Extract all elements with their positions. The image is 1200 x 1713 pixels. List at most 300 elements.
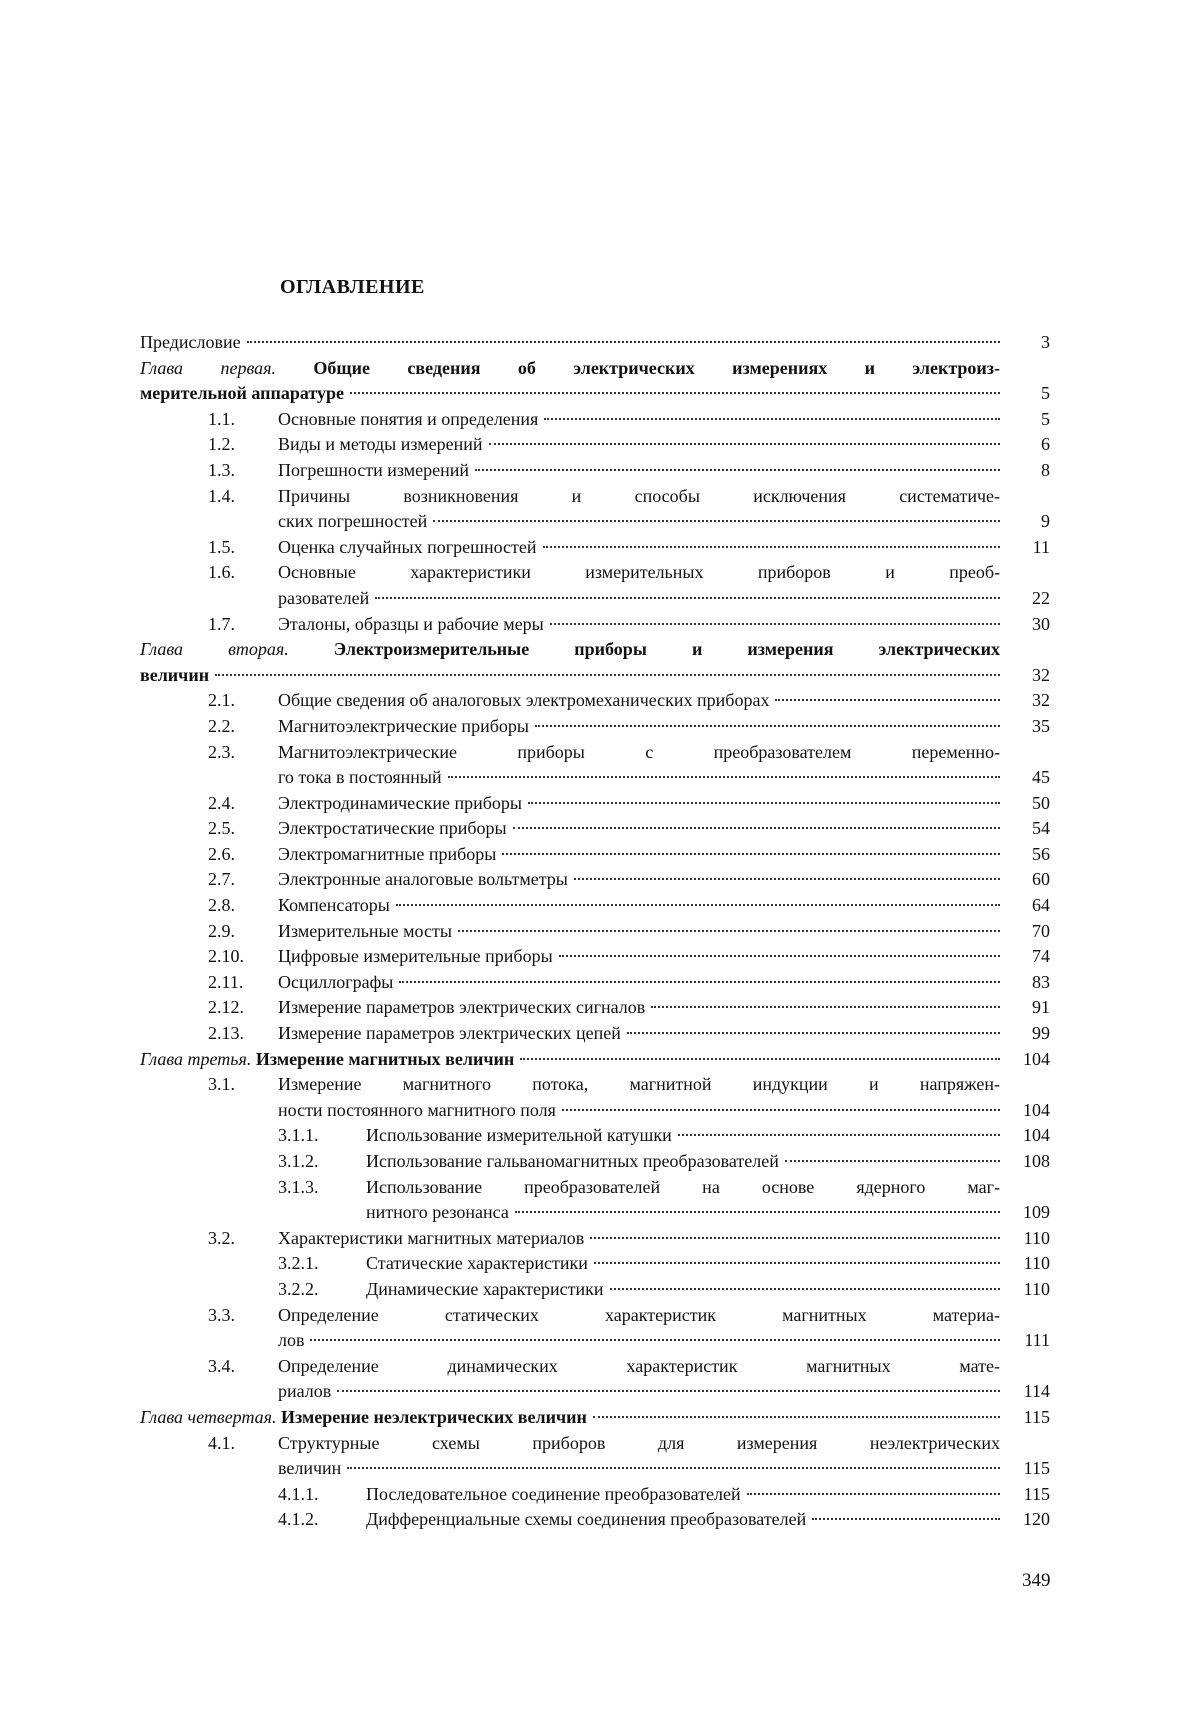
toc-entry-body [278,867,1050,893]
toc-entry-number: 3.1.2. [278,1151,319,1171]
toc-entry[interactable] [140,1123,1050,1149]
toc-entry-body [278,944,1050,970]
toc-entry-row [278,791,1050,817]
toc-entry-title [278,458,469,484]
toc-entry-line [278,484,1000,510]
toc-entry-title [278,1098,556,1124]
toc-entry[interactable] [140,535,1050,561]
toc-entry-text: Измерение магнитного потока, магнитной индукции и напряжен- [278,1074,1000,1095]
toc-entry-number: 3.1.1. [278,1125,319,1146]
toc-entry-number: 2.9. [208,920,235,941]
toc-entry-title [278,1379,331,1405]
toc-entry-title [366,1277,604,1303]
toc-page-number: 5 [1041,408,1050,429]
toc-entry-text: Использование измерительной катушки [366,1125,672,1146]
toc-entry-text: Структурные схемы приборов для измерения неэлектрических [278,1432,1000,1453]
toc-entry-title [366,1251,588,1277]
toc-page-number: 108 [1023,1151,1050,1171]
toc-entry-body [278,1226,1050,1252]
toc-page-number: 22 [1032,587,1050,608]
toc-entry-row [278,586,1050,612]
toc-entry-body [278,1021,1050,1047]
toc-entry[interactable] [140,688,1050,714]
dot-leader [515,1211,1000,1213]
dot-leader [812,1518,1000,1520]
dot-leader [593,1416,1000,1418]
toc-entry[interactable] [140,432,1050,458]
toc-entry-row [140,1405,1050,1431]
toc-entry-row [366,1123,1050,1149]
toc-entry-line [278,1072,1000,1098]
dot-leader [215,674,1000,676]
toc-entry-text: величин [278,1458,342,1479]
toc-entry-title [278,1456,341,1482]
toc-entry-text: лов [278,1330,305,1351]
page-title: ОГЛАВЛЕНИЕ [280,276,425,298]
toc-entry-title [278,944,553,970]
toc-entry-row [278,407,1050,433]
toc-page-number: 60 [1032,869,1050,890]
toc-entry-text: ности постоянного магнитного поля [278,1099,556,1120]
toc-entry-title [278,816,507,842]
toc-entry-number: 1.2. [208,434,235,455]
toc-page-number: 64 [1032,895,1050,916]
dot-leader [399,981,1000,983]
toc-entry-title [278,612,544,638]
toc-entry-number: 3.1.3. [278,1176,319,1197]
toc-entry-row [278,509,1050,535]
toc-entry-row [278,842,1050,868]
toc-entry-title [366,1123,672,1149]
toc-entry-row [366,1200,1050,1226]
toc-entry-title [140,1047,514,1073]
toc-entry-title [140,330,241,356]
toc-entry[interactable] [140,1507,1050,1533]
toc-entry[interactable] [140,1047,1050,1073]
toc-entry-title [366,1200,509,1226]
toc-entry-body [278,970,1050,996]
toc-entry-text: Электростатические приборы [278,818,507,839]
toc-entry-title [278,765,442,791]
toc-page-number: 6 [1041,434,1050,455]
toc-entry-text: нитного резонанса [366,1202,509,1223]
dot-leader [310,1339,1000,1341]
toc-entry-title [278,509,427,535]
toc-entry-body [278,816,1050,842]
toc-entry-row [366,1149,1050,1175]
toc-entry-body [366,1482,1050,1508]
toc-entry[interactable] [140,919,1050,945]
toc-page-number: 50 [1032,792,1050,813]
toc-entry-number: 2.7. [208,869,235,890]
toc-entry-number: 3.2.1. [278,1253,319,1274]
toc-page-number: 32 [1032,690,1050,711]
toc-page-number: 3 [1041,332,1050,352]
toc-entry[interactable] [140,970,1050,996]
toc-entry-text: Динамические характеристики [366,1278,604,1299]
toc-entry-text: Основные характеристики измерительных приборов и преоб- [278,562,1000,583]
toc-entry-title [366,1482,741,1508]
toc-entry-text: Характеристики магнитных материалов [278,1227,585,1248]
chapter-label: Глава вторая. [140,639,334,660]
toc-page-number: 11 [1032,536,1050,557]
toc-entry-title [366,1149,779,1175]
toc-entry-row [278,867,1050,893]
toc-entry-body [366,1277,1050,1303]
dot-leader [396,904,1000,906]
toc-entry-text: Общие сведения об электрических измерениях и электроиз- [313,357,1000,378]
toc-entry-body [278,535,1050,561]
toc-entry-row [278,944,1050,970]
toc-entry-body [140,1047,1050,1073]
dot-leader [627,1032,1000,1034]
toc-entry-title [278,893,390,919]
toc-entry-body [140,1405,1050,1431]
toc-entry-number: 1.7. [208,613,235,634]
toc-entry[interactable] [140,637,1050,688]
toc-entry[interactable] [140,1072,1050,1123]
toc-page-number: 83 [1032,971,1050,992]
dot-leader [448,776,1000,778]
toc-entry[interactable] [140,407,1050,433]
toc-page-number: 115 [1023,1406,1050,1427]
toc-entry-text: Измерительные мосты [278,920,452,941]
toc-page-number: 110 [1023,1227,1050,1248]
toc-entry[interactable] [140,1149,1050,1175]
toc-entry-text: величин [140,664,210,685]
toc-entry-title [278,432,483,458]
toc-entry-row [366,1507,1050,1533]
toc-entry-number: 3.3. [208,1304,235,1325]
toc-entry-number: 3.1. [208,1074,235,1095]
toc-entry-line [366,1175,1000,1201]
toc-entry-text: Осциллографы [278,971,394,992]
toc-entry[interactable] [140,842,1050,868]
toc-entry-row [278,970,1050,996]
toc-page-number: 109 [1023,1202,1050,1223]
toc-page-number: 8 [1041,459,1050,480]
dot-leader [502,853,1000,855]
toc-entry[interactable] [140,1277,1050,1303]
dot-leader [350,392,1000,394]
toc-entry-row [140,1047,1050,1073]
toc-page-number: 56 [1032,843,1050,864]
toc-entry-text: Причины возникновения и способы исключения систематиче- [278,485,1000,506]
toc-entry[interactable] [140,740,1050,791]
toc-entry-row [278,1379,1050,1405]
toc-entry[interactable] [140,791,1050,817]
toc-entry-text: Основные понятия и определения [278,408,539,429]
toc-page-number: 70 [1032,920,1050,941]
toc-page-number: 111 [1024,1330,1050,1351]
toc-entry-body [278,688,1050,714]
dot-leader [590,1237,1000,1239]
dot-leader [543,546,1000,548]
toc-entry-text: Общие сведения об аналоговых электромеханических приборах [278,690,770,711]
toc-page-number: 104 [1023,1048,1050,1069]
toc-entry-row [278,432,1050,458]
toc-entry-row [278,714,1050,740]
toc-page-number: 99 [1032,1023,1050,1044]
toc-entry-row [278,612,1050,638]
dot-leader [678,1134,1000,1136]
toc-entry-body [278,1072,1050,1123]
toc-entry-number: 2.5. [208,818,235,839]
dot-leader [433,520,1000,522]
toc-entry-body [278,740,1050,791]
toc-entry-line [278,560,1000,586]
toc-entry-line [278,1354,1000,1380]
toc-entry-row [140,381,1050,407]
toc-entry-number: 2.8. [208,895,235,916]
toc-entry-title [278,1226,584,1252]
toc-entry-title [278,1328,304,1354]
toc-entry-body [366,1251,1050,1277]
toc-entry-row [278,919,1050,945]
dot-leader [747,1493,1000,1495]
toc-entry-body [366,1123,1050,1149]
toc-entry-row [278,995,1050,1021]
toc-entry-body [278,612,1050,638]
dot-leader [528,802,1000,804]
toc-page-number: 104 [1023,1099,1050,1120]
toc-entry-body [366,1175,1050,1226]
chapter-label: Глава первая. [140,357,314,378]
toc-entry-text: риалов [278,1381,332,1402]
dot-leader [562,1109,1000,1111]
toc-entry-body [278,995,1050,1021]
toc-entry-text: разователей [278,587,370,608]
toc-entry-body [278,1431,1050,1482]
toc-entry-row [366,1482,1050,1508]
toc-entry-row [278,458,1050,484]
toc-entry-number: 2.11. [208,971,244,992]
toc-entry-line [140,356,1000,382]
toc-entry-text: ских погрешностей [278,511,428,532]
toc-entry-title [278,688,769,714]
toc-entry-text: Измерение неэлектрических величин [281,1406,587,1427]
toc-entry-number: 4.1. [208,1432,235,1453]
dot-leader [520,1058,1000,1060]
toc-entry-title [278,791,522,817]
toc-entry[interactable] [140,560,1050,611]
toc-entry[interactable] [140,1251,1050,1277]
toc-page-number: 35 [1032,715,1050,736]
toc-entry-row [278,1226,1050,1252]
toc-entry-text: Оценка случайных погрешностей [278,536,537,557]
toc-entry-number: 1.6. [208,562,235,583]
toc-entry-number: 1.5. [208,536,235,557]
toc-page-number: 115 [1023,1483,1050,1504]
toc-entry-text: Использование гальваномагнитных преобразователей [366,1151,779,1171]
toc-entry-text: Предисловие [140,332,241,352]
toc-entry-title [140,663,209,689]
toc-entry-row [278,535,1050,561]
toc-entry-body [140,637,1050,688]
toc-entry-title [278,970,393,996]
toc-page-number: 30 [1032,613,1050,634]
dot-leader [375,597,1000,599]
toc-entry-line [140,637,1000,663]
toc-entry-text: Использование преобразователей на основе ядерного маг- [366,1176,1000,1197]
toc-entry[interactable] [140,1431,1050,1482]
toc-entry-number: 2.4. [208,792,235,813]
toc-page-number: 54 [1032,818,1050,839]
toc-entry-text: Электромагнитные приборы [278,843,497,864]
toc-entry-text: Дифференциальные схемы соединения преобразователей [366,1509,807,1530]
toc-page-number: 110 [1023,1253,1050,1274]
toc-entry-line [278,1303,1000,1329]
dot-leader [247,341,1000,343]
toc-entry-number: 4.1.2. [278,1509,319,1530]
dot-leader [574,878,1000,880]
toc-entry-body [366,1149,1050,1175]
toc-entry[interactable] [140,612,1050,638]
dot-leader [785,1160,1000,1162]
toc-entry-text: мерительной аппаратуре [140,383,344,404]
toc-entry-number: 2.6. [208,843,235,864]
toc-entry-title [278,919,452,945]
toc-entry[interactable] [140,1405,1050,1431]
toc-entry-body [278,791,1050,817]
toc-entry-number: 1.3. [208,459,235,480]
toc-entry-text: Электронные аналоговые вольтметры [278,869,568,890]
toc-entry-title [278,842,496,868]
toc-entry[interactable] [140,1175,1050,1226]
toc-entry[interactable] [140,816,1050,842]
toc-entry-text: Электродинамические приборы [278,792,522,813]
toc-entry[interactable] [140,1482,1050,1508]
toc-entry-title [366,1507,806,1533]
toc-entry-body [278,407,1050,433]
dot-leader [535,725,1000,727]
dot-leader [347,1467,1000,1469]
toc-entry-body [278,458,1050,484]
toc-entry-text: го тока в постоянный [278,767,442,788]
toc-entry-text: Магнитоэлектрические приборы с преобразователем переменно- [278,741,1000,762]
toc-entry-text: Погрешности измерений [278,459,470,480]
toc-entry-number: 2.13. [208,1023,244,1044]
toc-entry[interactable] [140,944,1050,970]
toc-entry-line [278,740,1000,766]
toc-page-number: 9 [1041,511,1050,532]
toc-entry-row [278,1098,1050,1124]
table-of-contents [140,330,1050,1533]
dot-leader [475,469,1000,471]
toc-page-number: 74 [1032,946,1050,967]
toc-entry-row [278,1021,1050,1047]
toc-page-number: 5 [1041,383,1050,404]
chapter-label: Глава третья. [140,1048,256,1069]
toc-entry-body [140,356,1050,407]
toc-entry-number: 2.10. [208,946,244,967]
toc-entry-row [140,330,1050,356]
toc-entry-number: 1.4. [208,485,235,506]
toc-entry-title [140,381,344,407]
toc-entry-body [278,919,1050,945]
toc-entry-text: Виды и методы измерений [278,434,483,455]
toc-entry-row [278,688,1050,714]
dot-leader [489,443,1000,445]
toc-entry[interactable] [140,1303,1050,1354]
toc-entry-line [278,1431,1000,1457]
toc-entry-title [278,586,369,612]
dot-leader [513,827,1000,829]
page-number: 349 [1022,1570,1051,1591]
toc-entry-number: 1.1. [208,408,235,429]
dot-leader [594,1262,1000,1264]
toc-entry-text: Измерение параметров электрических сигналов [278,997,646,1018]
toc-entry-row [278,765,1050,791]
dot-leader [775,699,1000,701]
toc-entry-row [366,1277,1050,1303]
toc-entry-body [278,842,1050,868]
toc-entry-number: 3.2. [208,1227,235,1248]
toc-entry[interactable] [140,714,1050,740]
toc-entry[interactable] [140,1354,1050,1405]
toc-entry-title [278,995,645,1021]
toc-entry-text: Определение динамических характеристик магнитных мате- [278,1355,1000,1376]
toc-entry[interactable] [140,458,1050,484]
toc-entry-number: 2.3. [208,741,235,762]
toc-entry-body [278,714,1050,740]
toc-entry[interactable] [140,484,1050,535]
toc-entry-text: Компенсаторы [278,895,390,916]
toc-page-number: 91 [1032,997,1050,1018]
toc-entry-text: Статические характеристики [366,1253,588,1274]
toc-page-number: 104 [1023,1125,1050,1146]
toc-entry-row [278,816,1050,842]
toc-entry-text: Последовательное соединение преобразователей [366,1483,741,1504]
dot-leader [544,418,1000,420]
toc-entry-text: Измерение магнитных величин [255,1048,515,1069]
toc-entry-body [278,1354,1050,1405]
toc-page-number: 45 [1032,767,1050,788]
toc-page-number: 114 [1023,1381,1050,1402]
toc-entry-row [278,893,1050,919]
toc-entry[interactable] [140,356,1050,407]
dot-leader [550,623,1000,625]
toc-entry-number: 2.1. [208,690,235,711]
toc-page-number: 115 [1023,1458,1050,1479]
toc-entry[interactable] [140,330,1050,356]
toc-entry[interactable] [140,1021,1050,1047]
toc-entry-row [140,663,1050,689]
toc-entry-text: Определение статических характеристик магнитных материа- [278,1304,1000,1325]
toc-entry[interactable] [140,867,1050,893]
toc-entry-title [278,714,529,740]
toc-entry[interactable] [140,1226,1050,1252]
dot-leader [610,1288,1000,1290]
toc-page-number: 120 [1023,1509,1050,1530]
toc-entry-row [278,1456,1050,1482]
dot-leader [337,1390,1000,1392]
toc-entry-text: Эталоны, образцы и рабочие меры [278,613,544,634]
toc-entry-body [140,330,1050,356]
dot-leader [559,955,1000,957]
toc-entry-text: Измерение параметров электрических цепей [278,1023,621,1044]
dot-leader [651,1006,1000,1008]
toc-entry-number: 3.2.2. [278,1278,319,1299]
toc-entry-body [278,893,1050,919]
toc-entry[interactable] [140,995,1050,1021]
toc-entry[interactable] [140,893,1050,919]
toc-entry-number: 4.1.1. [278,1483,319,1504]
toc-page-number: 32 [1032,664,1050,685]
toc-entry-title [278,1021,621,1047]
toc-entry-number: 3.4. [208,1355,235,1376]
toc-entry-body [278,484,1050,535]
